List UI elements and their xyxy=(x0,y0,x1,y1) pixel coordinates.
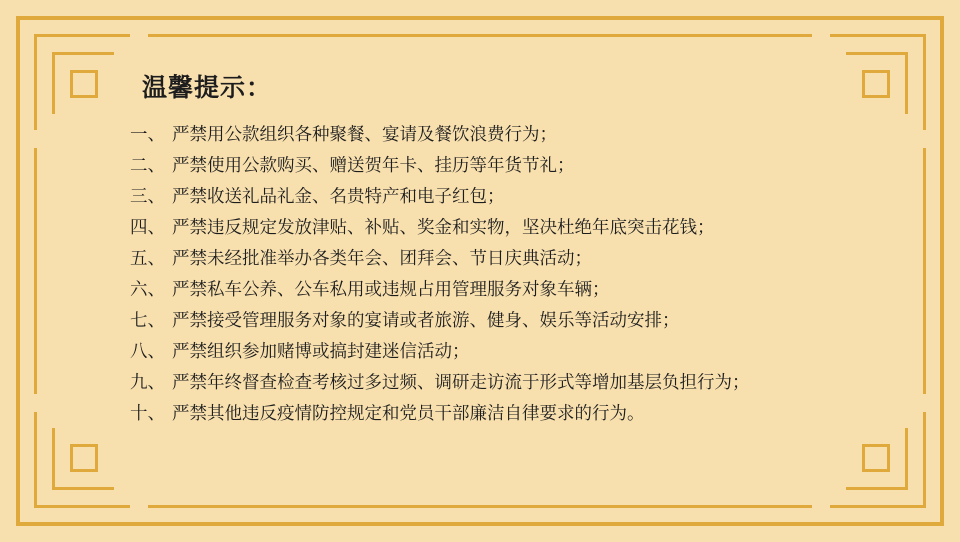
list-item-number: 八、 xyxy=(130,341,165,361)
notice-content xyxy=(130,68,870,482)
frame-edge-right-inner xyxy=(923,148,926,394)
frame-edge-left-inner xyxy=(34,148,37,394)
list-item-number: 二、 xyxy=(130,155,165,175)
list-item xyxy=(130,312,870,330)
list-item xyxy=(130,157,870,175)
list-item xyxy=(130,219,870,237)
list-item-text: 严禁接受管理服务对象的宴请或者旅游、健身、娱乐等活动安排； xyxy=(172,310,680,330)
list-item-text: 严禁违反规定发放津贴、补贴、奖金和实物，坚决杜绝年底突击花钱； xyxy=(172,217,715,237)
list-item xyxy=(130,405,870,423)
list-item-number: 一、 xyxy=(130,124,165,144)
list-item-number: 三、 xyxy=(130,186,165,206)
list-item xyxy=(130,126,870,144)
frame-edge-right xyxy=(940,148,944,394)
list-item-text: 严禁私车公养、公车私用或违规占用管理服务对象车辆； xyxy=(172,279,610,299)
list-item-number: 四、 xyxy=(130,217,165,237)
list-item-text: 严禁未经批准举办各类年会、团拜会、节日庆典活动； xyxy=(172,248,592,268)
list-item-text: 严禁收送礼品礼金、名贵特产和电子红包； xyxy=(172,186,505,206)
list-item-number: 七、 xyxy=(130,310,165,330)
list-item xyxy=(130,343,870,361)
frame-edge-bottom-inner xyxy=(148,505,812,508)
list-item xyxy=(130,250,870,268)
page-title: 温馨提示： xyxy=(142,74,273,102)
list-item xyxy=(130,188,870,206)
frame-edge-bottom xyxy=(148,522,812,526)
frame-edge-left xyxy=(16,148,20,394)
list-item-number: 十、 xyxy=(130,403,165,423)
list-item-number: 九、 xyxy=(130,372,165,392)
rules-list xyxy=(130,126,870,423)
frame-edge-top xyxy=(148,16,812,20)
list-item-text: 严禁组织参加赌博或搞封建迷信活动； xyxy=(172,341,470,361)
list-item-text: 严禁用公款组织各种聚餐、宴请及餐饮浪费行为； xyxy=(172,124,557,144)
list-item-text: 严禁年终督查检查考核过多过频、调研走访流于形式等增加基层负担行为； xyxy=(172,372,750,392)
frame-edge-top-inner xyxy=(148,34,812,37)
list-item-number: 六、 xyxy=(130,279,165,299)
list-item xyxy=(130,281,870,299)
list-item-number: 五、 xyxy=(130,248,165,268)
list-item-text: 严禁使用公款购买、赠送贺年卡、挂历等年货节礼； xyxy=(172,155,575,175)
list-item xyxy=(130,374,870,392)
list-item-text: 严禁其他违反疫情防控规定和党员干部廉洁自律要求的行为。 xyxy=(172,403,645,423)
